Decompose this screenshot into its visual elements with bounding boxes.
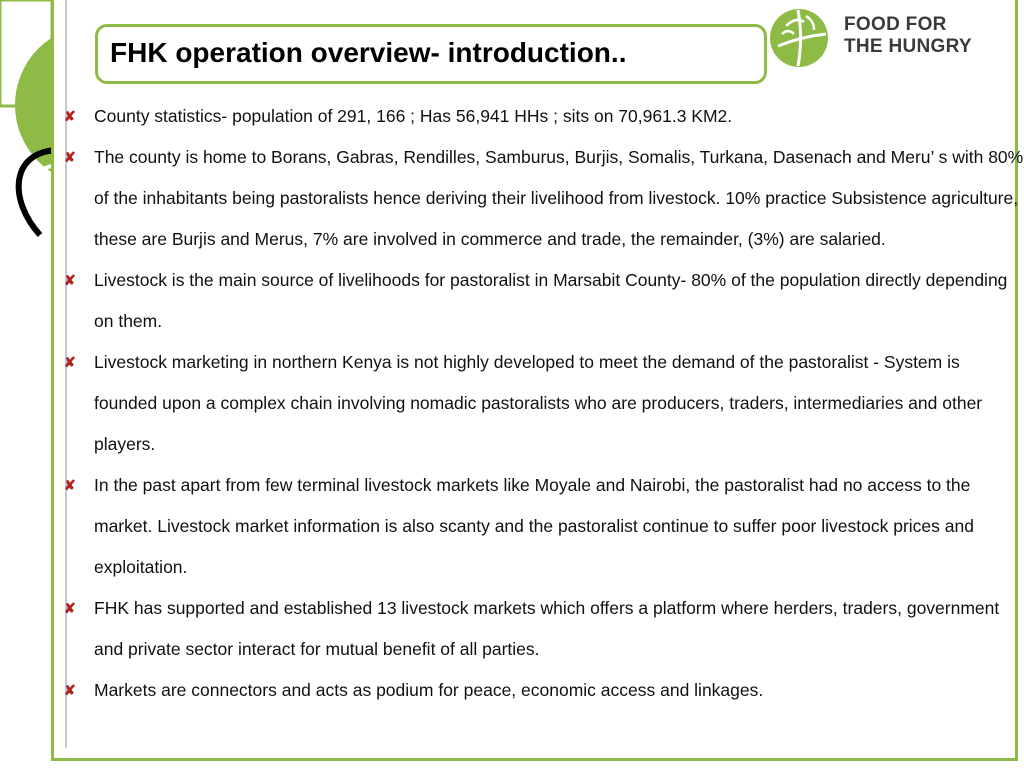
bullet-item — [64, 670, 1024, 711]
logo-line-1: FOOD FOR — [844, 14, 947, 35]
logo-wordmark — [844, 14, 972, 58]
x-mark-bullet-icon: ✘ — [64, 354, 76, 370]
bullet-text: Livestock is the main source of livelihoods for pastoralist in Marsabit County- 80% of the population directly depending on them. — [94, 270, 1008, 331]
bullet-item — [64, 465, 1024, 588]
title-box — [95, 24, 767, 84]
bullet-text: FHK has supported and established 13 livestock markets which offers a platform where herders, traders, government and private sector interact for mutual benefit of all parties. — [94, 598, 1000, 659]
bullet-text: Livestock marketing in northern Kenya is not highly developed to meet the demand of the pastoralist - System is founded upon a complex chain involving nomadic pastoralists who are producers, traders, intermediaries and other players. — [94, 352, 983, 454]
bullet-text: The county is home to Borans, Gabras, Rendilles, Samburus, Burjis, Somalis, Turkana, Dasenach and Meru’ s with 80% of the inhabitants being pastoralists hence deriving their livelihood from livestock. 10% practice Subsistence agriculture, these are Burjis and Merus, 7% are involved in commerce and trade, the remainder, (3%) are salaried. — [94, 147, 1024, 249]
bullet-item — [64, 96, 1024, 137]
x-mark-bullet-icon: ✘ — [64, 149, 76, 165]
bullet-text: In the past apart from few terminal livestock markets like Moyale and Nairobi, the pastoralist had no access to the market. Livestock market information is also scanty and the pastoralist continue to suffer poor livestock prices and exploitation. — [94, 475, 974, 577]
food-for-the-hungry-logo — [768, 6, 1008, 70]
bullet-list — [64, 96, 1024, 711]
bullet-item — [64, 588, 1024, 670]
x-mark-bullet-icon: ✘ — [64, 477, 76, 493]
x-mark-bullet-icon: ✘ — [64, 272, 76, 288]
bullet-text: County statistics- population of 291, 166 ; Has 56,941 HHs ; sits on 70,961.3 KM2. — [94, 106, 733, 126]
bullet-text: Markets are connectors and acts as podium for peace, economic access and linkages. — [94, 680, 764, 700]
wheat-globe-icon — [768, 6, 832, 70]
bullet-item — [64, 137, 1024, 260]
bullet-item — [64, 342, 1024, 465]
x-mark-bullet-icon: ✘ — [64, 108, 76, 124]
x-mark-bullet-icon: ✘ — [64, 600, 76, 616]
logo-line-2: THE HUNGRY — [844, 36, 972, 57]
bullet-item — [64, 260, 1024, 342]
x-mark-bullet-icon: ✘ — [64, 682, 76, 698]
slide-title: FHK operation overview- introduction.. — [110, 37, 627, 68]
